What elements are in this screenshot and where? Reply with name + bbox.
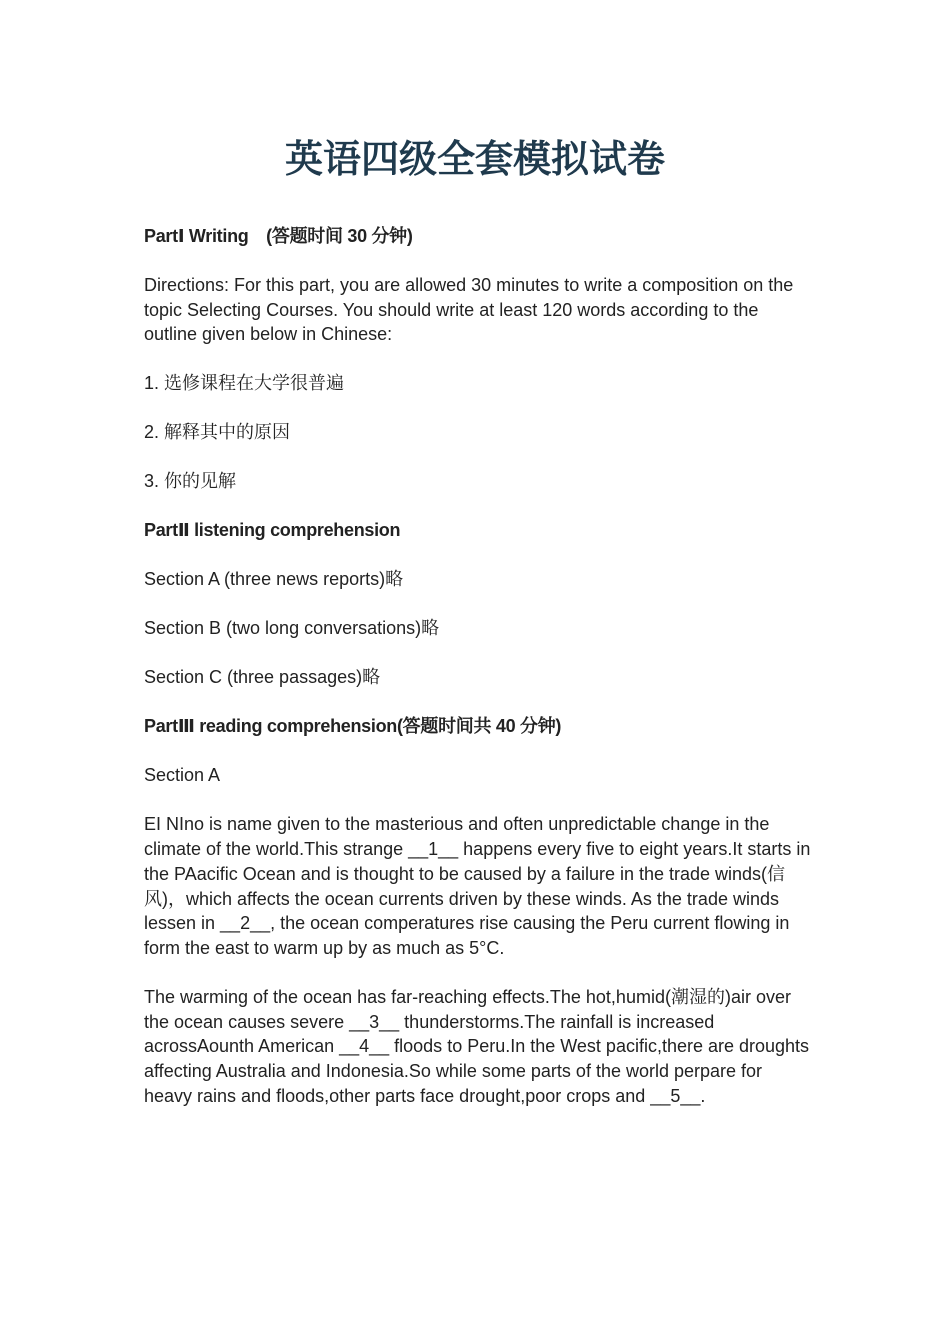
part1-heading: PartⅠ Writing (答题时间 30 分钟) xyxy=(144,226,413,246)
passage-paragraph-1: EI NIno is name given to the masterious and often unpredictable change in the climate of the world.This strange __1__ happens every five to eight years.It starts in the PAacific Ocean and is thought to be caused by a failure in the trade winds(信风)，which affects the ocean currents driven by these winds. As the trade winds lessen in __2__, the ocean comperatures rise causing the Peru current flowing in form the east to warm up by as much as 5°C. xyxy=(144,814,811,958)
part1-directions: Directions: For this part, you are allowed 30 minutes to write a composition on the topic Selecting Courses. You should write at least 120 words according to the outline given below in Chinese: xyxy=(144,275,794,345)
section-c-line: Section C (three passages)略 xyxy=(144,667,381,688)
section-a-line: Section A (three news reports)略 xyxy=(144,569,404,590)
part2-heading: PartⅡ listening comprehension xyxy=(144,520,401,541)
document-body xyxy=(144,224,814,1108)
section-label: Section A xyxy=(144,765,221,786)
outline-item: 1. 选修课程在大学很普遍 xyxy=(144,373,345,394)
document-title: 英语四级全套模拟试卷 xyxy=(284,136,665,181)
outline-item: 3. 你的见解 xyxy=(144,471,237,492)
outline-item: 2. 解释其中的原因 xyxy=(144,422,291,443)
passage-paragraph-2: The warming of the ocean has far-reaching effects.The hot,humid(潮湿的)air over the ocean causes severe __3__ thunderstorms.The rainfall is increased acrossAounth American __4__ floods to Peru.In the West pacific,there are droughts affecting Australia and Indonesia.So while some parts of the world perpare for heavy rains and floods,other parts face drought,poor crops and __5__. xyxy=(144,986,810,1106)
part3-heading: PartⅢ reading comprehension(答题时间共 40 分钟) xyxy=(144,716,562,737)
section-b-line: Section B (two long conversations)略 xyxy=(144,618,440,639)
